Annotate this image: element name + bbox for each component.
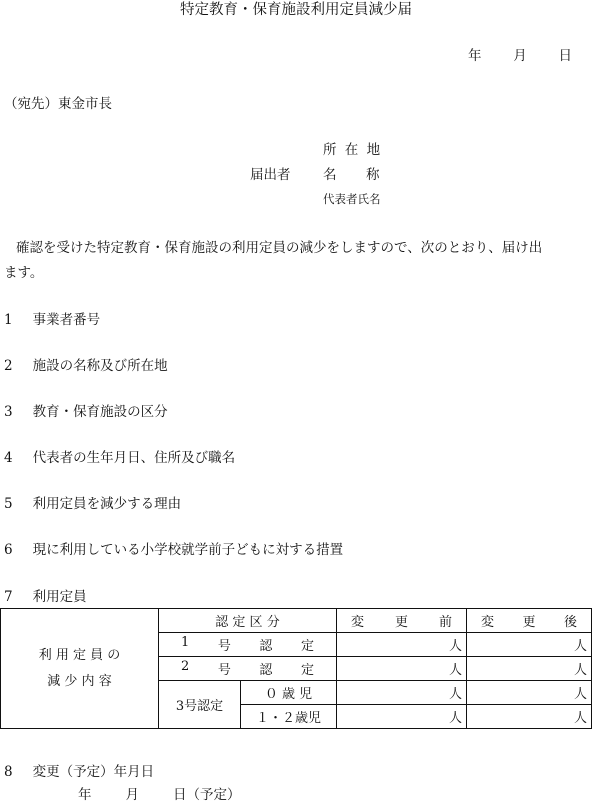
row3b-after-unit: 人 bbox=[467, 705, 592, 729]
item-8-year: 年 bbox=[78, 787, 92, 803]
row1-label-3: 認 bbox=[259, 639, 273, 654]
item-8-day: 日（予定） bbox=[173, 787, 241, 803]
table-header-row bbox=[1, 609, 592, 633]
item-6 bbox=[4, 538, 343, 558]
header-before-1: 変 bbox=[351, 615, 365, 630]
addressee: （宛先）東金市長 bbox=[4, 96, 112, 112]
date-day: 日 bbox=[558, 48, 572, 64]
item-2-text: 施設の名称及び所在地 bbox=[32, 358, 168, 374]
date-month: 月 bbox=[513, 48, 527, 64]
item-8-date bbox=[78, 783, 241, 803]
row1-before-unit: 人 bbox=[337, 633, 467, 657]
header-before bbox=[337, 609, 467, 633]
item-3 bbox=[4, 400, 168, 420]
left-label-line2: 減 少 内 容 bbox=[47, 673, 112, 689]
header-after-3: 後 bbox=[563, 615, 577, 630]
body-text-line1: 確認を受けた特定教育・保育施設の利用定員の減少をしますので、次のとおり、届け出 bbox=[16, 240, 543, 256]
item-8-text: 変更（予定）年月日 bbox=[32, 764, 155, 780]
header-category: 認 定 区 分 bbox=[159, 609, 337, 633]
header-after-2: 更 bbox=[522, 615, 536, 630]
header-after-1: 変 bbox=[481, 615, 495, 630]
item-6-num: 6 bbox=[4, 542, 13, 558]
document-title: 特定教育・保育施設利用定員減少届 bbox=[180, 2, 412, 18]
row2-label-4: 定 bbox=[300, 663, 314, 678]
header-before-3: 前 bbox=[438, 615, 452, 630]
left-label-line1: 利 用 定 員 の bbox=[38, 647, 121, 663]
header-after bbox=[467, 609, 592, 633]
row2-label bbox=[159, 657, 337, 681]
row2-before-unit: 人 bbox=[337, 657, 467, 681]
item-8 bbox=[4, 760, 154, 780]
row2-after-unit: 人 bbox=[467, 657, 592, 681]
body-text-line2: ます。 bbox=[4, 265, 44, 281]
item-2 bbox=[4, 354, 168, 374]
item-1-text: 事業者番号 bbox=[32, 312, 101, 328]
row1-label-1: 1 bbox=[181, 635, 190, 650]
item-7 bbox=[4, 585, 87, 605]
name-label-b: 称 bbox=[366, 167, 380, 183]
row3b-label: １・２歳児 bbox=[241, 705, 337, 729]
row3a-after-unit: 人 bbox=[467, 681, 592, 705]
item-8-num: 8 bbox=[4, 764, 13, 780]
representative-label: 代表者氏名 bbox=[323, 192, 381, 206]
item-5 bbox=[4, 492, 181, 512]
item-2-num: 2 bbox=[4, 358, 13, 374]
notifier-role: 届出者 bbox=[250, 167, 291, 183]
item-3-text: 教育・保育施設の区分 bbox=[32, 404, 168, 420]
item-7-text: 利用定員 bbox=[32, 589, 87, 605]
address-label: 所 在 地 bbox=[323, 142, 383, 158]
row2-label-1: 2 bbox=[181, 659, 190, 674]
table-left-label bbox=[1, 609, 159, 729]
date-line bbox=[468, 44, 572, 64]
row3b-before-unit: 人 bbox=[337, 705, 467, 729]
header-before-2: 更 bbox=[394, 615, 408, 630]
item-1-num: 1 bbox=[4, 312, 13, 328]
item-4 bbox=[4, 446, 235, 466]
row1-after-unit: 人 bbox=[467, 633, 592, 657]
row1-label bbox=[159, 633, 337, 657]
name-label-a: 名 bbox=[323, 167, 337, 183]
row3-group: 3号認定 bbox=[159, 681, 241, 729]
capacity-table bbox=[0, 608, 592, 729]
item-5-num: 5 bbox=[4, 496, 13, 512]
row3a-label: ０ 歳 児 bbox=[241, 681, 337, 705]
item-6-text: 現に利用している小学校就学前子どもに対する措置 bbox=[32, 542, 344, 558]
item-4-text: 代表者の生年月日、住所及び職名 bbox=[32, 450, 236, 466]
item-8-month: 月 bbox=[125, 787, 139, 803]
row2-label-2: 号 bbox=[217, 663, 231, 678]
row1-label-4: 定 bbox=[300, 639, 314, 654]
row3a-before-unit: 人 bbox=[337, 681, 467, 705]
item-1 bbox=[4, 308, 100, 328]
item-5-text: 利用定員を減少する理由 bbox=[32, 496, 182, 512]
item-7-num: 7 bbox=[4, 589, 13, 605]
date-year: 年 bbox=[468, 48, 482, 64]
row1-label-2: 号 bbox=[217, 639, 231, 654]
item-3-num: 3 bbox=[4, 404, 13, 420]
item-4-num: 4 bbox=[4, 450, 13, 466]
row2-label-3: 認 bbox=[259, 663, 273, 678]
